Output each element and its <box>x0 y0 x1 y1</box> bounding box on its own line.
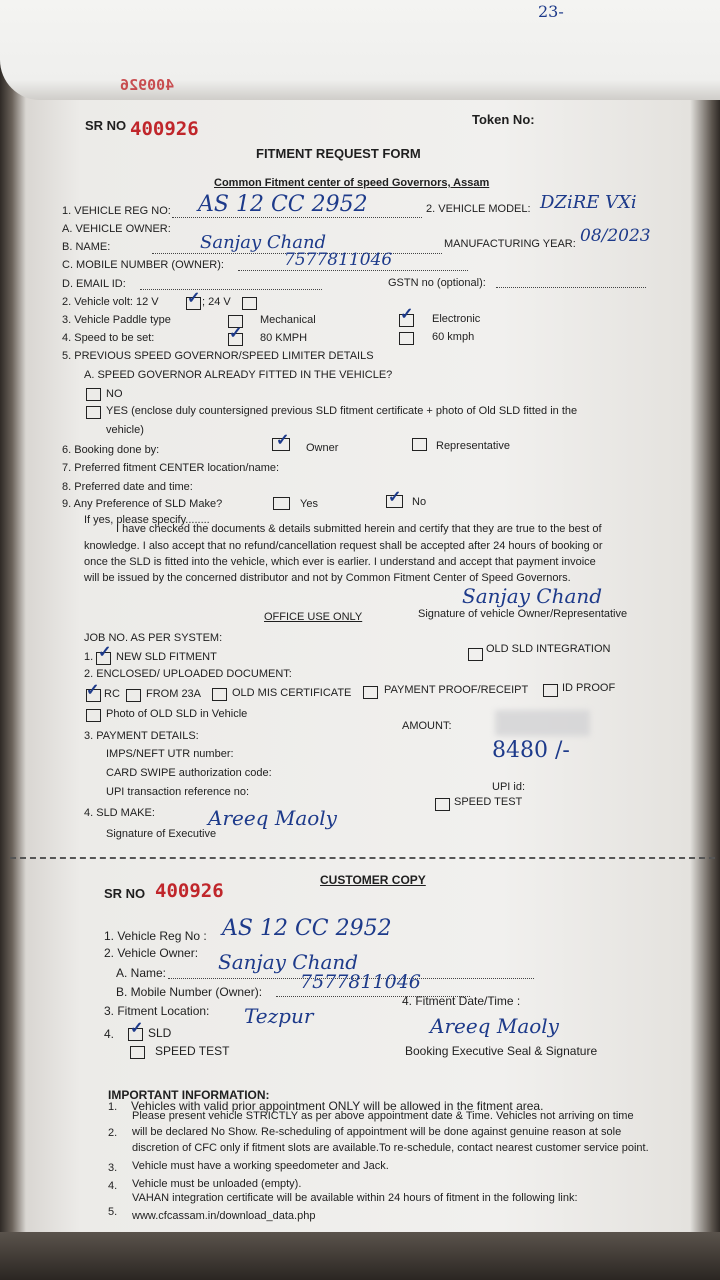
doc-id-label: ID PROOF <box>562 682 616 694</box>
copy-speed-test-checkbox[interactable] <box>130 1046 145 1059</box>
prev-no-checkbox[interactable] <box>86 388 101 401</box>
info-number: 2. <box>108 1127 118 1139</box>
mfg-year-value: 08/2023 <box>580 226 651 246</box>
make-yes-checkbox[interactable] <box>273 497 290 510</box>
info-item: VAHAN integration certificate will be available within 24 hours of fitment in the following link: <box>132 1192 578 1204</box>
copy-speed-test-label: SPEED TEST <box>155 1044 230 1058</box>
make-no-label: No <box>412 496 427 508</box>
paddle-mechanical-label: Mechanical <box>260 314 316 326</box>
copy-mobile-value: 7577811046 <box>300 971 421 993</box>
check-icon: ✓ <box>276 432 290 449</box>
reg-no-value: AS 12 CC 2952 <box>198 192 368 217</box>
imps-label: IMPS/NEFT UTR number: <box>106 748 234 760</box>
copy-exec-signature: Areeq Maoly <box>430 1014 559 1038</box>
exec-signature-label: Signature of Executive <box>106 828 217 840</box>
pref-date-label: 8. Preferred date and time: <box>62 481 193 493</box>
declaration-line-4: will be issued by the concerned distributor and not by Common Fitment Center of Speed Governors. <box>84 572 571 584</box>
customer-copy-title: CUSTOMER COPY <box>320 873 426 887</box>
token-no-label: Token No: <box>472 112 535 127</box>
owner-signature: Sanjay Chand <box>462 584 603 608</box>
office-use-label: OFFICE USE ONLY <box>264 611 363 623</box>
owner-signature-label: Signature of vehicle Owner/Representative <box>418 608 628 620</box>
doc-payment-label: PAYMENT PROOF/RECEIPT <box>384 684 529 696</box>
job-new-label: NEW SLD FITMENT <box>116 651 217 663</box>
amount-label: AMOUNT: <box>402 720 452 732</box>
volt-label: 2. Vehicle volt: 12 V <box>62 296 159 308</box>
prev-no-label: NO <box>106 388 123 400</box>
copy-date-label: 4. Fitment Date/Time : <box>402 994 521 1008</box>
check-icon: ✓ <box>229 325 243 342</box>
info-number: 3. <box>108 1162 118 1174</box>
speed-test-checkbox[interactable] <box>435 798 450 811</box>
check-icon: ✓ <box>400 306 414 323</box>
prev-fitted-question: A. SPEED GOVERNOR ALREADY FITTED IN THE VEHICLE? <box>84 369 393 381</box>
prev-sld-label: 5. PREVIOUS SPEED GOVERNOR/SPEED LIMITER DETAILS <box>62 350 374 362</box>
copy-location-value: Tezpur <box>244 1004 314 1028</box>
doc-photo-label: Photo of OLD SLD in Vehicle <box>106 708 248 720</box>
info-item: Vehicles with valid prior appointment ONLY will be allowed in the fitment area. <box>131 1099 544 1113</box>
copy-sr-no-label: SR NO <box>104 886 146 901</box>
exec-signature: Areeq Maoly <box>208 806 337 830</box>
perforation-line <box>10 857 715 859</box>
model-label: 2. VEHICLE MODEL: <box>426 203 531 215</box>
booking-rep-checkbox[interactable] <box>412 438 427 451</box>
speed-60-checkbox[interactable] <box>399 332 414 345</box>
doc-form-label: FROM 23A <box>146 688 202 700</box>
info-item: discretion of CFC only if fitment slots are available.To re-schedule, contact nearest customer service point. <box>132 1142 649 1154</box>
declaration-line-1: I have checked the documents & details submitted herein and certify that they are true to the best of <box>116 523 602 535</box>
volt-24-checkbox[interactable] <box>242 297 257 310</box>
info-item: Vehicle must have a working speedometer and Jack. <box>132 1160 389 1172</box>
volt-24-label: ; 24 V <box>202 296 231 308</box>
copy-sr-no-value: 400926 <box>155 880 224 902</box>
job-no-label: JOB NO. AS PER SYSTEM: <box>84 632 223 644</box>
check-icon: ✓ <box>86 682 100 699</box>
doc-mis-checkbox[interactable] <box>212 688 227 701</box>
job-old-checkbox[interactable] <box>468 648 483 661</box>
form-subtitle: Common Fitment center of speed Governors, Assam <box>214 177 490 189</box>
copy-reg-value: AS 12 CC 2952 <box>222 916 392 941</box>
info-number: 4. <box>108 1180 118 1192</box>
doc-id-checkbox[interactable] <box>543 684 558 697</box>
paddle-electronic-label: Electronic <box>432 313 481 325</box>
copy-seal-label: Booking Executive Seal & Signature <box>405 1044 598 1058</box>
copy-name-value: Sanjay Chand <box>218 950 359 974</box>
copy-location-label: 3. Fitment Location: <box>104 1004 210 1018</box>
info-item: Please present vehicle STRICTLY as per above appointment date & Time. Vehicles not arriving on time <box>132 1110 634 1122</box>
vehicle-owner-label: A. VEHICLE OWNER: <box>62 223 171 235</box>
table-surface <box>0 1232 720 1280</box>
copy-owner-label: 2. Vehicle Owner: <box>104 946 199 960</box>
mfg-year-label: MANUFACTURING YEAR: <box>444 238 576 250</box>
copy-sld-label: SLD <box>148 1026 172 1040</box>
info-item: Vehicle must be unloaded (empty). <box>132 1178 302 1190</box>
speed-60-label: 60 kmph <box>432 331 475 343</box>
booking-owner-label: Owner <box>306 442 339 454</box>
check-icon: ✓ <box>98 644 112 661</box>
paddle-label: 3. Vehicle Paddle type <box>62 314 171 326</box>
gstn-label: GSTN no (optional): <box>388 277 486 289</box>
form-title: FITMENT REQUEST FORM <box>256 146 421 161</box>
form-photo: 23- 400926 SR NO 400926 Token No: FITMENT REQUEST FORM Common Fitment center of speed Governors, Assam 1. VEHICLE REG NO: AS 12 CC 2952 2. VEHICLE MODEL: DZiRE VXi A. VEHICLE OWNER: B. NAME: Sanjay Chand MANUFACTURING YEAR: 08/2023 C. MOBILE NUMBER (OWNER): 7577811046 D. EMAIL ID: GSTN no (optional): 2. Vehicle volt: 12 V ✓ ; 24 V 3. Vehicle Paddle type Mechanical ✓ Electronic 4. Speed to be set: ✓ 80 KMPH 60 kmph 5. PREVIOUS SPEED GOVERNOR/SPEED LIMITER DETAILS A. SPEED GOVERNOR ALREADY FITTED IN THE VEHICLE? NO YES (enclose duly countersigned previous SLD fitment certificate + photo of Old SLD fitted in the vehicle) 6. Booking done by: ✓ Owner Representative 7. Preferred fitment CENTER location/name: 8. Preferred date and time: 9. Any Preference of SLD Make? Yes ✓ No If yes, please specify........ I have checked the documents & details submitted herein and certify that they are true to the best of knowledge. I also accept that no refund/cancellation request shall be accepted after 24 hours of booking or once the SLD is fitted into the vehicle, which ever is earlier. I understand and accept that payment invoice will be issued by the concerned distributor and not by Common Fitment Center of Speed Governors. Sanjay Chand OFFICE USE ONLY Signature of vehicle Owner/Representative JOB NO. AS PER SYSTEM: 1. ✓ NEW SLD FITMENT OLD SLD INTEGRATION 2. ENCLOSED/ UPLOADED DOCUMENT: ✓ RC FROM 23A OLD MIS CERTIFICATE PAYMENT PROOF/RECEIPT ID PROOF Photo of OLD SLD in Vehicle 3. PAYMENT DETAILS: AMOUNT: 8480 /- IMPS/NEFT UTR number: CARD SWIPE authorization code: UPI id: UPI transaction reference no: SPEED TEST 4. SLD MAKE: Signature of Executive Areeq Maoly SR NO 400926 CUSTOMER COPY 1. Vehicle Reg No : AS 12 CC 2952 2. Vehicle Owner: A. Name: Sanjay Chand B. Mobile Number (Owner): 7577811046 4. Fitment Date/Time : 3. Fitment Location: Tezpur 4. ✓ SLD SPEED TEST Areeq Maoly Booking Executive Seal & Signature IMPORTANT INFORMATION: 1. Vehicles with valid prior appointment ONLY will be allowed in the fitment area. 2. Please present vehicle STRICTLY as per above appointment date & Time. Vehicles not arriving on time will be declared No Show. Re-scheduling of appointment will be done against genuine reason at sole discretion of CFC only if fitment slots are available.To re-schedule, contact nearest customer service point. 3. Vehicle must have a working speedometer and Jack. 4. Vehicle must be unloaded (empty). 5. VAHAN integration certificate will be available within 24 hours of fitment in the following link: www.cfcassam.in/download_data.php <box>0 0 720 1280</box>
doc-form-checkbox[interactable] <box>126 689 141 702</box>
model-value: DZiRE VXi <box>540 192 637 213</box>
amount-value: 8480 /- <box>492 738 570 763</box>
doc-rc-label: RC <box>104 688 120 700</box>
speed-80-label: 80 KMPH <box>260 332 308 344</box>
doc-mis-label: OLD MIS CERTIFICATE <box>232 687 352 699</box>
speed-test-label: SPEED TEST <box>454 796 523 808</box>
reg-no-label: 1. VEHICLE REG NO: <box>62 205 171 217</box>
mirrored-serial: 400926 <box>120 76 175 94</box>
info-number: 1. <box>108 1101 118 1113</box>
doc-payment-checkbox[interactable] <box>363 686 378 699</box>
declaration-line-2: knowledge. I also accept that no refund/cancellation request shall be accepted after 24 hours of booking or <box>84 540 603 552</box>
prev-yes-label-cont: vehicle) <box>106 424 144 436</box>
card-swipe-label: CARD SWIPE authorization code: <box>106 767 272 779</box>
mobile-label: C. MOBILE NUMBER (OWNER): <box>62 259 224 271</box>
info-item: www.cfcassam.in/download_data.php <box>132 1210 316 1222</box>
pref-make-label: 9. Any Preference of SLD Make? <box>62 498 223 510</box>
payment-label: 3. PAYMENT DETAILS: <box>84 730 199 742</box>
check-icon: ✓ <box>187 290 201 307</box>
mobile-value: 7577811046 <box>284 250 393 270</box>
job-old-label: OLD SLD INTEGRATION <box>486 643 611 655</box>
check-icon: ✓ <box>130 1020 144 1037</box>
previous-page-curl <box>0 0 720 100</box>
check-icon: ✓ <box>388 489 402 506</box>
declaration-line-3: once the SLD is fitted into the vehicle, which ever is earlier. I understand and accept that payment invoice <box>84 556 596 568</box>
prev-yes-label: YES (enclose duly countersigned previous SLD fitment certificate + photo of Old SLD fitted in the <box>106 405 578 417</box>
booking-rep-label: Representative <box>436 440 510 452</box>
owner-name-value: Sanjay Chand <box>200 232 327 253</box>
sr-no-value: 400926 <box>130 118 199 140</box>
info-number: 5. <box>108 1206 118 1218</box>
sld-make-label: 4. SLD MAKE: <box>84 807 155 819</box>
corner-note: 23- <box>538 2 564 21</box>
copy-name-label: A. Name: <box>116 966 167 980</box>
info-item: will be declared No Show. Re-scheduling of appointment will be done against genuine reason at sole <box>132 1126 622 1138</box>
prev-yes-checkbox[interactable] <box>86 406 101 419</box>
doc-photo-checkbox[interactable] <box>86 709 101 722</box>
sr-no-label: SR NO <box>85 118 127 133</box>
blurred-stamp <box>495 710 590 736</box>
info-title: IMPORTANT INFORMATION: <box>108 1088 270 1102</box>
speed-label: 4. Speed to be set: <box>62 332 155 344</box>
copy-mobile-label: B. Mobile Number (Owner): <box>116 985 263 999</box>
owner-name-label: B. NAME: <box>62 241 111 253</box>
copy-sld-number: 4. <box>104 1027 115 1041</box>
make-yes-label: Yes <box>300 498 318 510</box>
enclosed-label: 2. ENCLOSED/ UPLOADED DOCUMENT: <box>84 668 292 680</box>
upi-ref-label: UPI transaction reference no: <box>106 786 250 798</box>
upi-id-label: UPI id: <box>492 781 526 793</box>
copy-reg-label: 1. Vehicle Reg No : <box>104 929 207 943</box>
booking-label: 6. Booking done by: <box>62 444 160 456</box>
email-label: D. EMAIL ID: <box>62 278 126 290</box>
pref-specify-label: If yes, please specify........ <box>84 514 210 526</box>
pref-center-label: 7. Preferred fitment CENTER location/name: <box>62 462 280 474</box>
